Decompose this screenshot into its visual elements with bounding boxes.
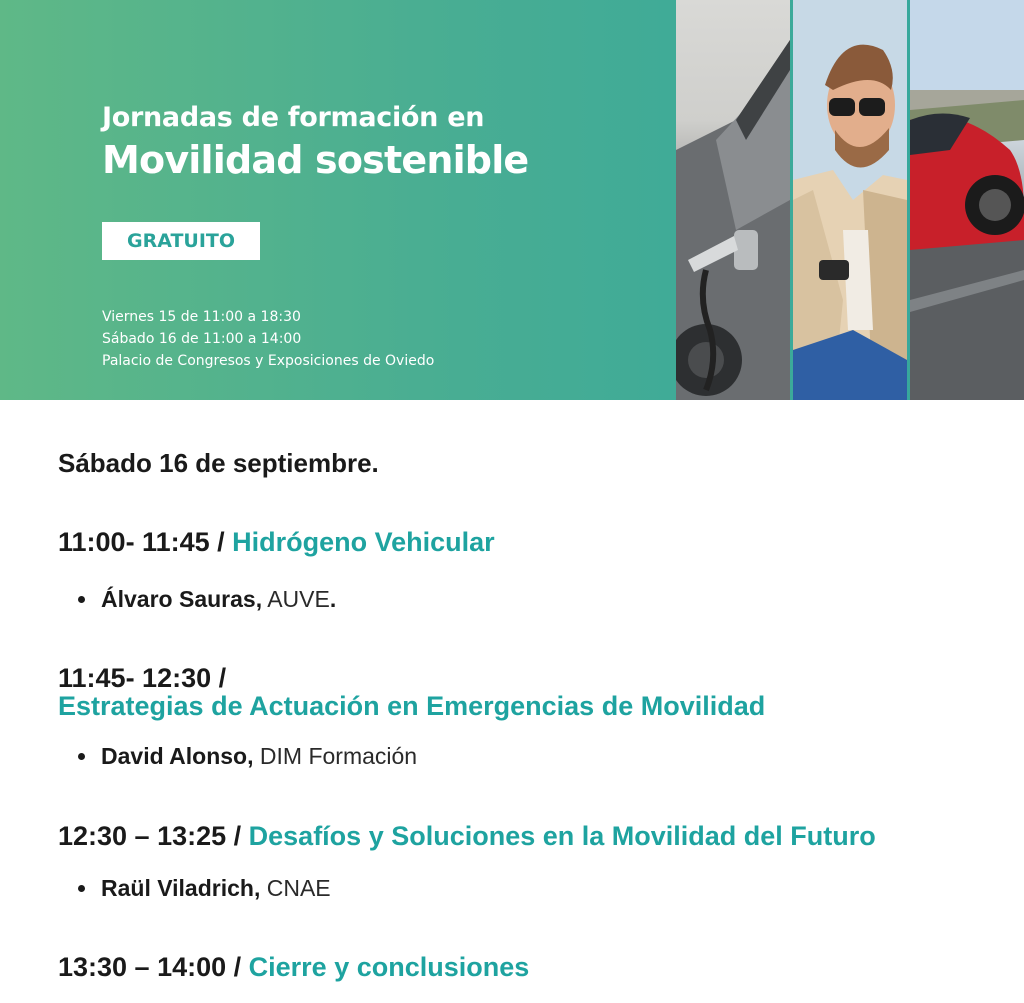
schedule-section <box>0 400 1024 1003</box>
speaker-item <box>78 873 331 903</box>
slot-time: 12:30 – 13:25 / <box>58 821 249 851</box>
speaker-item <box>78 584 336 614</box>
title-line-1: Jornadas de formación en <box>102 102 485 133</box>
speaker-item <box>78 741 417 771</box>
photo-collage <box>676 0 1024 400</box>
slot-time: 13:30 – 14:00 / <box>58 952 249 982</box>
event-banner <box>0 0 1024 400</box>
speaker-suffix: . <box>329 586 337 612</box>
detail-venue: Palacio de Congresos y Exposiciones de Oviedo <box>102 353 435 369</box>
detail-saturday: Sábado 16 de 11:00 a 14:00 <box>102 331 302 347</box>
slot-topic: Cierre y conclusiones <box>248 952 530 982</box>
man-sunglasses-photo <box>793 0 907 400</box>
speaker-name: Álvaro Sauras, <box>101 586 263 612</box>
day-heading: Sábado 16 de septiembre. <box>58 448 379 478</box>
slot-topic: Desafíos y Soluciones en la Movilidad del Futuro <box>248 821 876 851</box>
free-badge: GRATUITO <box>102 222 260 260</box>
slot-topic: Hidrógeno Vehicular <box>232 527 495 557</box>
speaker-org: AUVE <box>262 586 330 612</box>
speaker-org: DIM Formación <box>253 743 418 769</box>
schedule-slot-3 <box>58 820 876 857</box>
schedule-slot-2-topic <box>58 690 765 727</box>
speaker-org: CNAE <box>260 875 331 901</box>
ev-charging-photo <box>676 0 790 400</box>
schedule-slot-1 <box>58 526 495 563</box>
event-details <box>102 306 434 372</box>
slot-topic: Estrategias de Actuación en Emergencias de Movilidad <box>58 691 766 721</box>
schedule-slot-4 <box>58 951 529 988</box>
slot-time: 11:45- 12:30 / <box>58 663 227 693</box>
slot-time: 11:00- 11:45 / <box>58 527 233 557</box>
banner-title <box>102 100 528 186</box>
speaker-name: Raül Viladrich, <box>101 875 261 901</box>
speaker-name: David Alonso, <box>101 743 254 769</box>
bullet-icon <box>78 596 85 603</box>
title-line-2: Movilidad sostenible <box>102 138 529 182</box>
bullet-icon <box>78 885 85 892</box>
bullet-icon <box>78 753 85 760</box>
red-car-photo <box>910 0 1024 400</box>
detail-friday: Viernes 15 de 11:00 a 18:30 <box>102 309 301 325</box>
